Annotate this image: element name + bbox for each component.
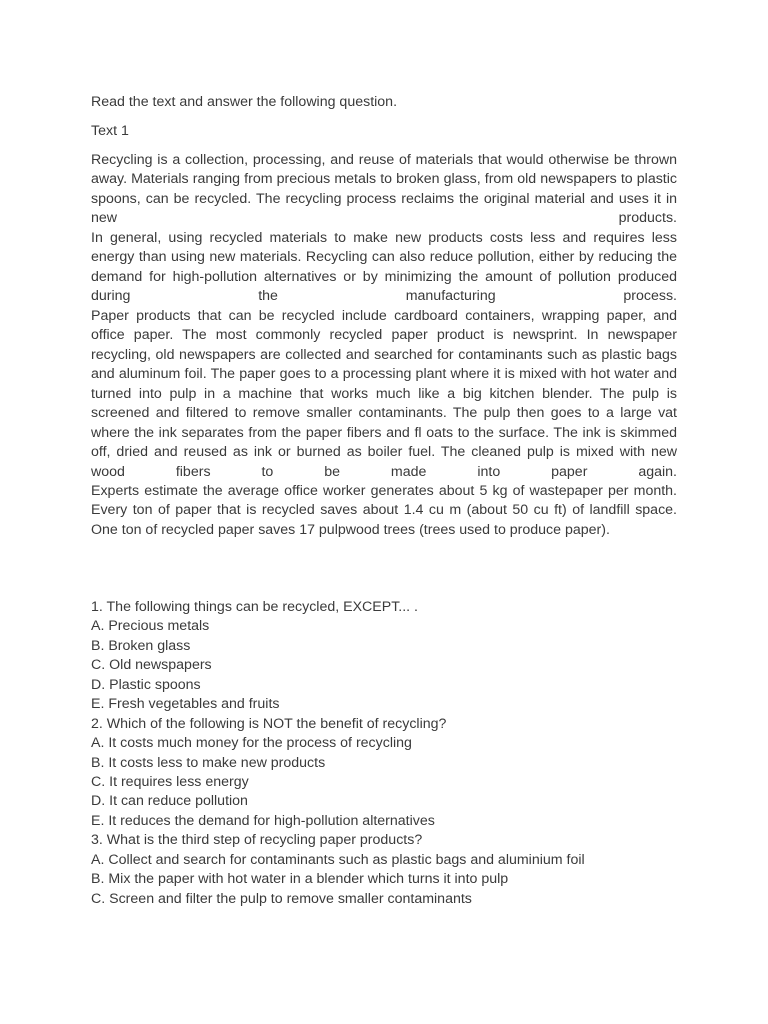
question-1-option-a: A. Precious metals — [91, 618, 210, 635]
text-label: Text 1 — [91, 123, 129, 139]
question-1-option-e: E. Fresh vegetables and fruits — [91, 696, 280, 713]
question-2-option-c: C. It requires less energy — [91, 773, 249, 790]
question-2-option-d: D. It can reduce pollution — [91, 793, 248, 810]
instruction-text: Read the text and answer the following question. — [91, 94, 398, 110]
question-2-option-a: A. It costs much money for the process of recycling — [91, 735, 412, 752]
question-2: 2. Which of the following is NOT the benefit of recycling? — [91, 715, 447, 732]
reading-passage — [91, 151, 677, 540]
question-3-option-a: A. Collect and search for contaminants such as plastic bags and aluminium foil — [91, 851, 585, 868]
question-1: 1. The following things can be recycled, EXCEPT... . — [91, 599, 419, 615]
question-1-option-c: C. Old newspapers — [91, 657, 212, 674]
question-3-option-c: C. Screen and filter the pulp to remove smaller contaminants — [91, 890, 472, 907]
passage-paragraph: Experts estimate the average office worker generates about 5 kg of wastepaper per month. Every ton of paper that is recycled saves about 1.4 cu m (about 50 cu ft) of landfill space. One ton of recycled paper saves 17 pulpwood trees (trees used to produce paper). — [91, 482, 677, 538]
question-3-option-b: B. Mix the paper with hot water in a blender which turns it into pulp — [91, 871, 509, 888]
question-2-option-e: E. It reduces the demand for high-pollution alternatives — [91, 812, 435, 829]
passage-paragraph: In general, using recycled materials to make new products costs less and requires less energy than using new materials. Recycling can also reduce pollution, either by reducing the demand for high-pollution alternatives or by minimizing the amount of pollution produced during the manufacturing process. — [91, 229, 677, 305]
question-3: 3. What is the third step of recycling paper products? — [91, 832, 423, 849]
question-2-option-b: B. It costs less to make new products — [91, 754, 326, 771]
passage-paragraph: Recycling is a collection, processing, and reuse of materials that would otherwise be thrown away. Materials ranging from precious metals to broken glass, from old newspapers to plastic spoons, can be recycled. The recycling process reclaims the original material and uses it in new products. — [91, 152, 677, 227]
question-1-option-b: B. Broken glass — [91, 637, 191, 654]
passage-paragraph: Paper products that can be recycled include cardboard containers, wrapping paper, and office paper. The most commonly recycled paper product is newsprint. In newspaper recycling, old newspapers are collected and searched for contaminants such as plastic bags and aluminum foil. The paper goes to a processing plant where it is mixed with hot water and turned into pulp in a machine that works much like a big kitchen blender. The pulp is screened and filtered to remove smaller contaminants. The pulp then goes to a large vat where the ink separates from the paper fibers and fl oats to the surface. The ink is skimmed off, dried and reused as ink or burned as boiler fuel. The cleaned pulp is mixed with new wood fibers to be made into paper again. — [91, 307, 677, 480]
question-list — [91, 598, 691, 909]
question-1-option-d: D. Plastic spoons — [91, 676, 201, 693]
